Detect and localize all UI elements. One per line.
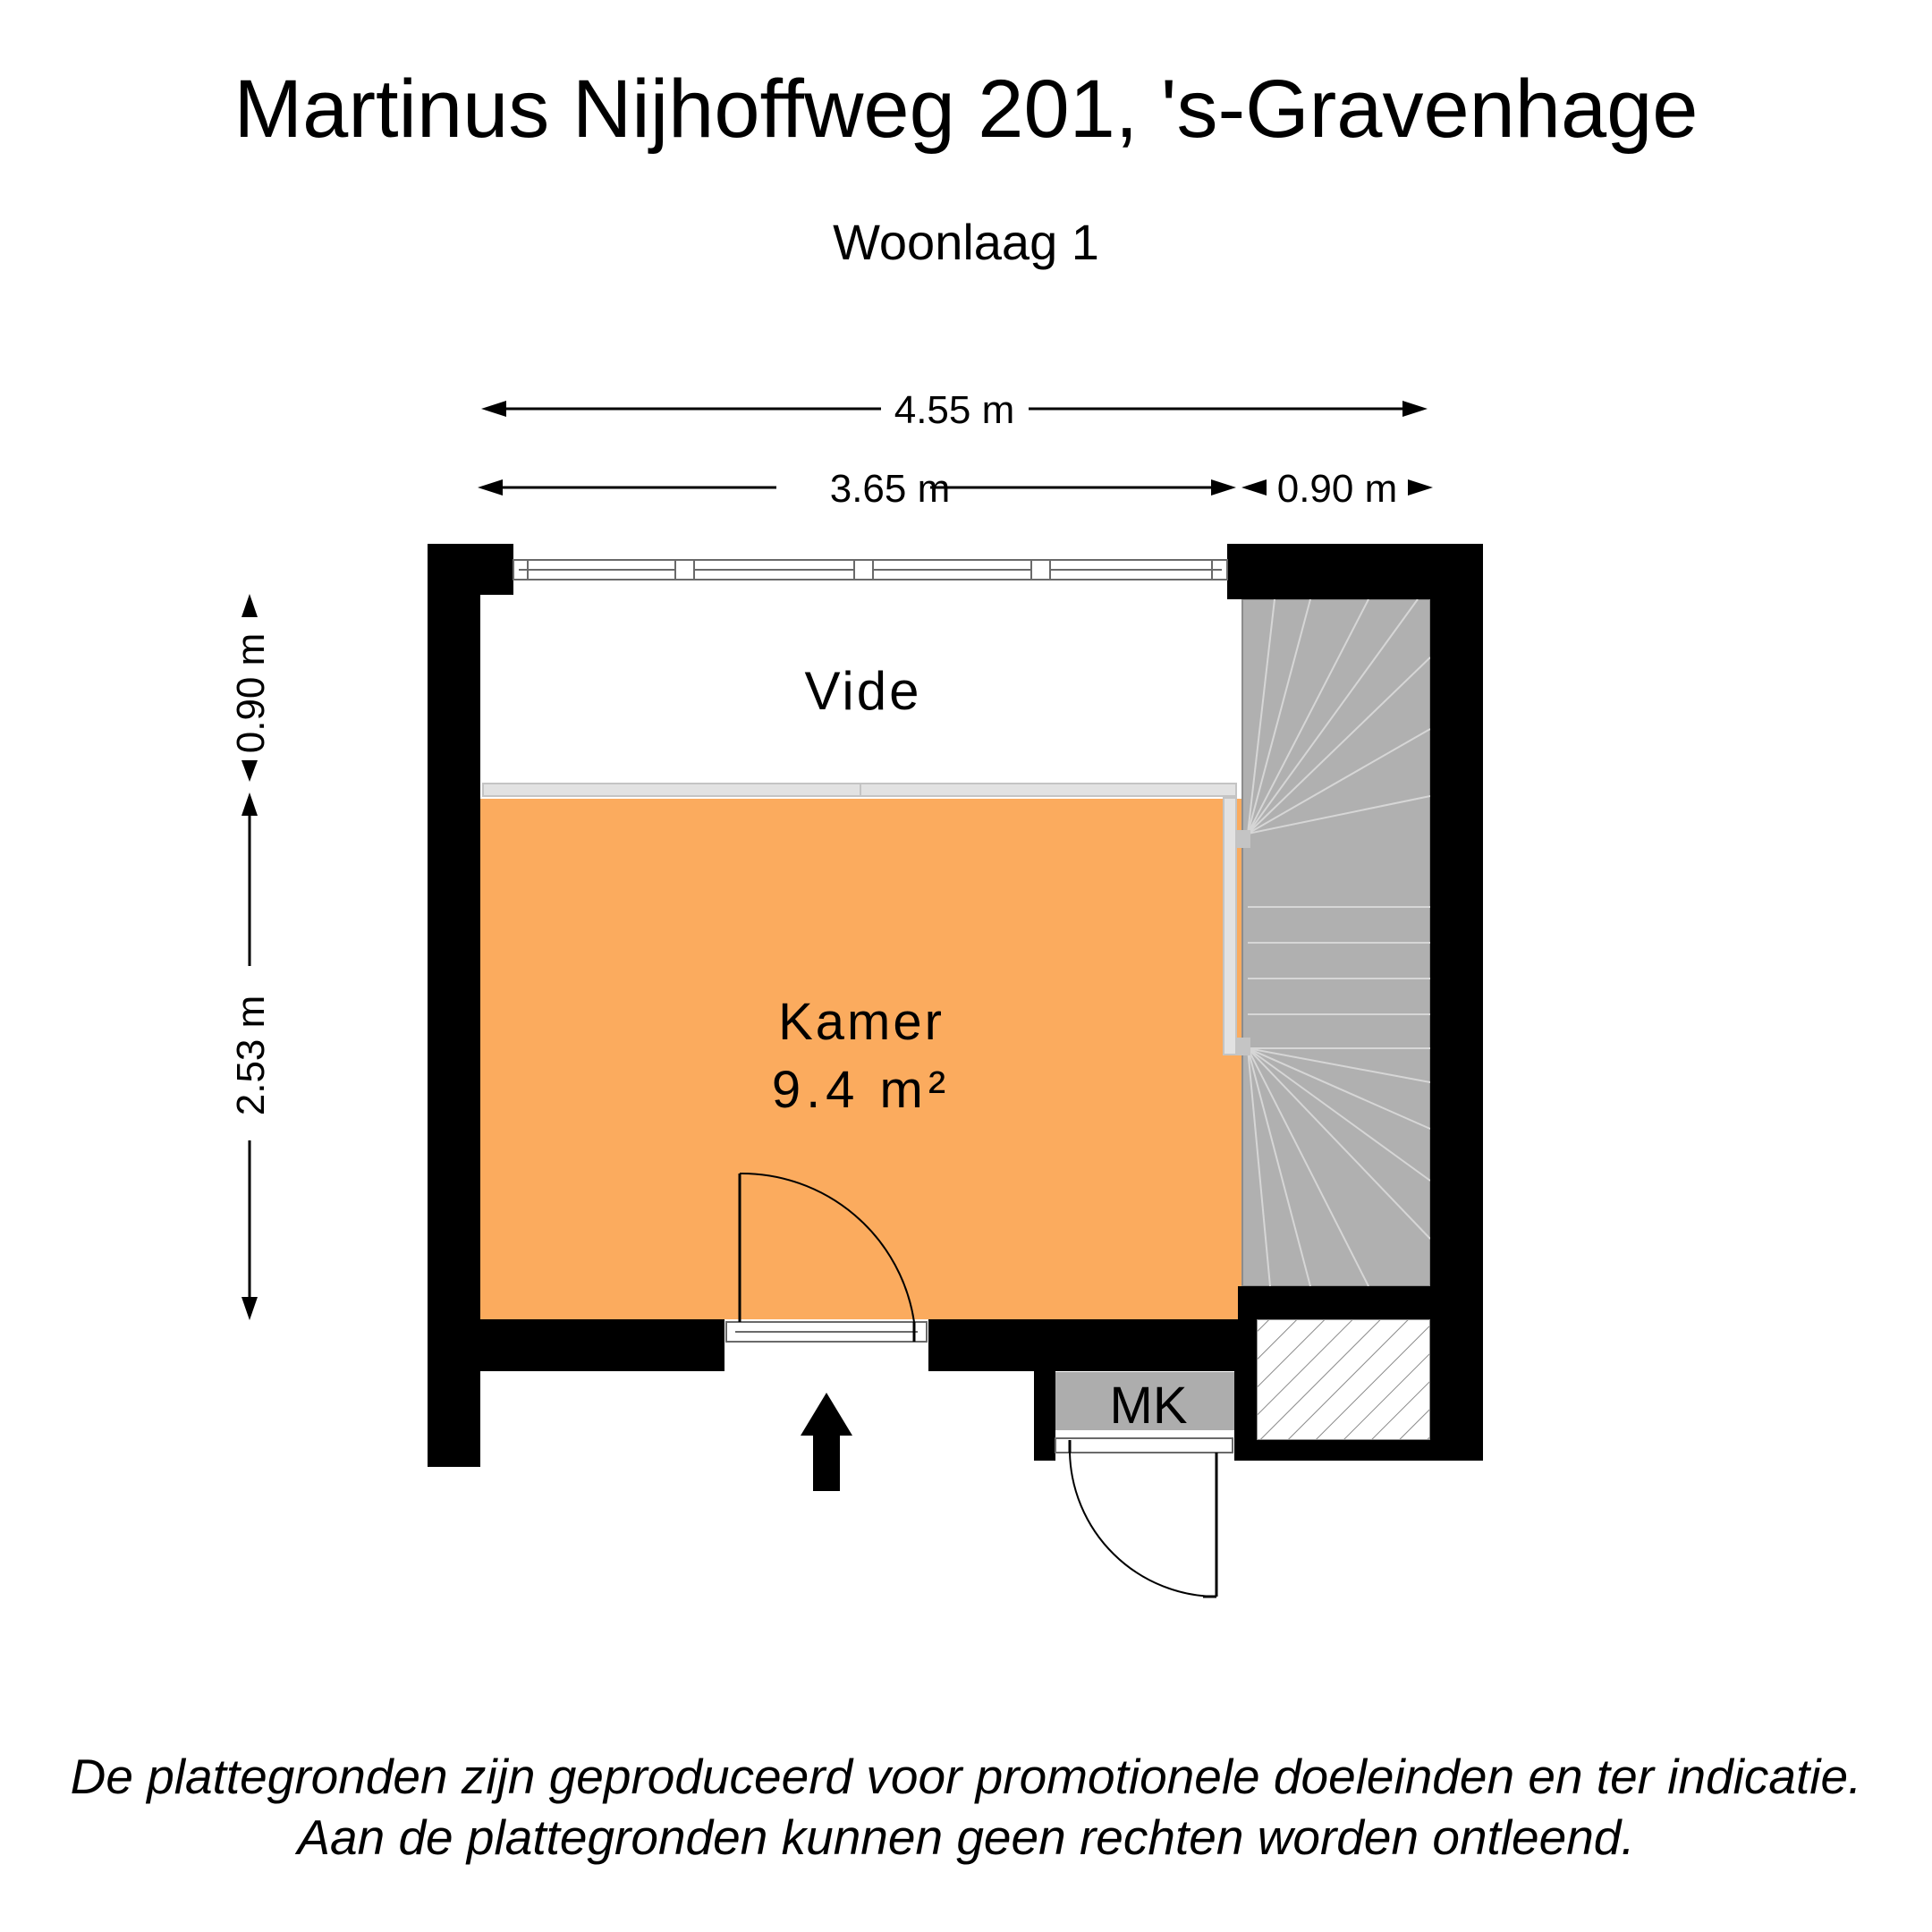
room-label-vide: Vide (804, 661, 922, 721)
disclaimer-line-1: De plattegronden zijn geproduceerd voor promotionele doeleinden en ter indicatie. (70, 1749, 1862, 1804)
room-area-kamer: 9.4 m² (771, 1061, 952, 1119)
kamer-floor (480, 799, 1242, 1319)
room-label-kamer: Kamer (778, 993, 945, 1051)
dimension-total-width (481, 388, 1428, 432)
dimension-label-main-width: 3.65 m (829, 467, 951, 511)
dimension-label-total-width: 4.55 m (894, 388, 1015, 432)
dimension-kamer-depth (229, 792, 273, 1320)
disclaimer-line-2: Aan de plattegronden kunnen geen rechten worden ontleend. (297, 1809, 1635, 1865)
disclaimer (0, 1746, 1932, 1868)
dimension-vide-depth (229, 594, 273, 782)
dimension-label-stairs-width: 0.90 m (1276, 467, 1398, 511)
stairs-icon (1242, 599, 1430, 1286)
window-icon (513, 560, 1227, 580)
dimension-label-vide-depth: 0.90 m (229, 632, 273, 754)
mk-door-swing-icon (1055, 1438, 1233, 1597)
room-label-mk: MK (1109, 1377, 1188, 1435)
entrance-arrow-icon (801, 1393, 852, 1491)
floor-label: Woonlaag 1 (833, 214, 1099, 270)
dimension-label-kamer-depth: 2.53 m (229, 995, 273, 1116)
dimension-stairs-width (1241, 467, 1433, 511)
hatched-shaft-icon (1257, 1319, 1430, 1440)
dimension-main-width (478, 467, 1236, 511)
page-title: Martinus Nijhoffweg 201, 's-Gravenhage (233, 64, 1699, 155)
